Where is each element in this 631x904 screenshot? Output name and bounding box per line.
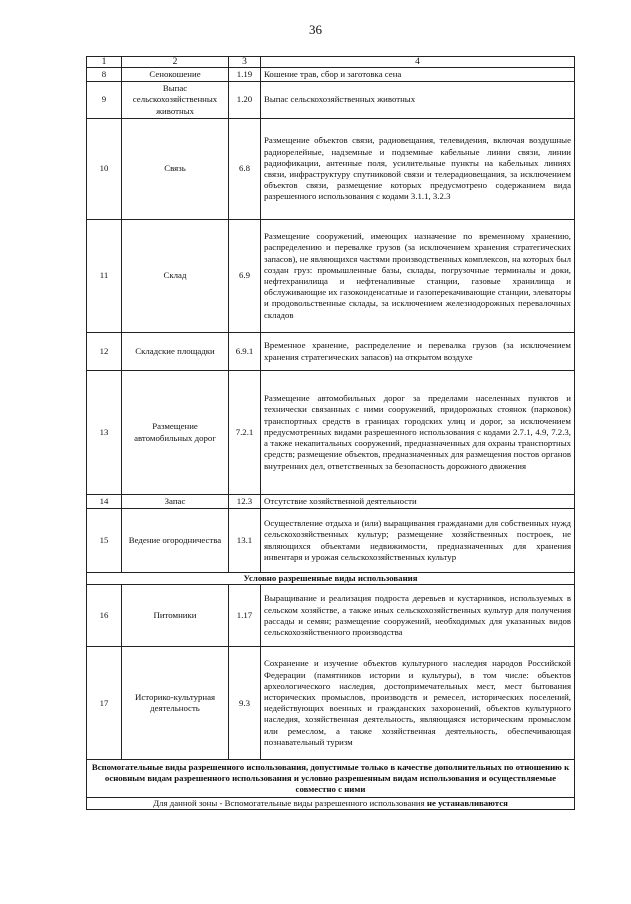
- table-row: [87, 333, 575, 371]
- use-name: Связь: [122, 119, 229, 220]
- use-description: Сохранение и изучение объектов культурного наследия народов Российской Федерации (памятников истории и культуры), в том числе: объектов археологического наследия, достопримечательных мест, мест бытования исторических промыслов, производств и ремесел, исторических поселений, недействующих военных и гражданских захоронений, объектов культурного наследия, хозяйственная деятельность, являющаяся историческим промыслом или ремеслом, а также хозяйственная деятельность, обеспечивающая познавательный туризм: [261, 647, 575, 760]
- use-code: 1.19: [229, 68, 261, 82]
- use-code: 6.9.1: [229, 333, 261, 371]
- use-code: 6.8: [229, 119, 261, 220]
- use-name: Запас: [122, 495, 229, 509]
- use-name: Выпас сельскохозяйственных животных: [122, 82, 229, 119]
- use-name: Историко-культурная деятельность: [122, 647, 229, 760]
- use-description: Осуществление отдыха и (или) выращивания гражданами для собственных нужд сельскохозяйственных культур; размещение хозяйственных построек, не являющихся объектами недвижимости, предназначенных для хранения инвентаря и урожая сельскохозяйственных культур: [261, 509, 575, 573]
- row-number: 9: [87, 82, 122, 119]
- row-number: 14: [87, 495, 122, 509]
- use-description: Кошение трав, сбор и заготовка сена: [261, 68, 575, 82]
- use-name: Складские площадки: [122, 333, 229, 371]
- aux-uses-note-emphasis: не устанавливаются: [426, 798, 508, 809]
- row-number: 8: [87, 68, 122, 82]
- use-description: Размещение объектов связи, радиовещания, телевидения, включая воздушные радиорелейные, надземные и подземные кабельные линии связи, линии радиофикации, антенные поля, усилительные пункты на кабельных линиях связи, инфраструктуру спутниковой связи и телерадиовещания, за исключением объектов связи, размещение которых предусмотрено содержанием вида разрешенного использования с кодами 3.1.1, 3.2.3: [261, 119, 575, 220]
- row-number: 12: [87, 333, 122, 371]
- row-number: 16: [87, 585, 122, 647]
- use-code: 7.2.1: [229, 371, 261, 495]
- use-description: Размещение автомобильных дорог за пределами населенных пунктов и технически связанных с ними сооружений, придорожных стоянок (парковок) транспортных средств в границах городских улиц и дорог, за исключением предусмотренных видами разрешенного использования с кодами 2.7.1, 4.9, 7.2.3, а также некапитальных сооружений, предназначенных для охраны транспортных средств; размещение объектов, предназначенных для размещения постов органов внутренних дел, ответственных за безопасность дорожного движения: [261, 371, 575, 495]
- aux-uses-note: [87, 798, 575, 810]
- table-row: [87, 509, 575, 573]
- use-name: Сенокошение: [122, 68, 229, 82]
- header-col-4: 4: [261, 57, 575, 68]
- page-number: 36: [309, 22, 322, 37]
- aux-uses-note-text: Для данной зоны - Вспомогательные виды разрешенного использования: [153, 798, 427, 809]
- header-col-1: 1: [87, 57, 122, 68]
- table-row: [87, 119, 575, 220]
- use-description: Отсутствие хозяйственной деятельности: [261, 495, 575, 509]
- use-code: 9.3: [229, 647, 261, 760]
- table-row: [87, 585, 575, 647]
- row-number: 10: [87, 119, 122, 220]
- use-code: 1.17: [229, 585, 261, 647]
- use-name: Питомники: [122, 585, 229, 647]
- use-code: 1.20: [229, 82, 261, 119]
- table-header-row: [87, 57, 575, 68]
- table-row: [87, 82, 575, 119]
- table-row: [87, 68, 575, 82]
- table-row: [87, 647, 575, 760]
- use-description: Временное хранение, распределение и перевалка грузов (за исключением хранения стратегических запасов) на открытом воздухе: [261, 333, 575, 371]
- land-use-table: [86, 56, 575, 810]
- table-row: [87, 371, 575, 495]
- use-code: 12.3: [229, 495, 261, 509]
- section-conditional-title: Условно разрешенные виды использования: [87, 573, 575, 585]
- header-col-3: 3: [229, 57, 261, 68]
- use-code: 13.1: [229, 509, 261, 573]
- use-name: Ведение огородничества: [122, 509, 229, 573]
- use-description: Выращивание и реализация подроста деревьев и кустарников, используемых в сельском хозяйстве, а также иных сельскохозяйственных культур для получения рассады и семян; размещение сооружений, необходимых для указанных видов сельскохозяйственного производства: [261, 585, 575, 647]
- aux-uses-title: Вспомогательные виды разрешенного использования, допустимые только в качестве дополнительных по отношению к основным видам разрешенного использования и условно разрешенным видам использования и осуществляемые совместно с ними: [87, 760, 575, 798]
- use-description: Выпас сельскохозяйственных животных: [261, 82, 575, 119]
- table-row: [87, 495, 575, 509]
- table-row: [87, 220, 575, 333]
- aux-row: [87, 760, 575, 798]
- use-name: Размещение автомобильных дорог: [122, 371, 229, 495]
- row-number: 13: [87, 371, 122, 495]
- section-row: [87, 573, 575, 585]
- use-code: 6.9: [229, 220, 261, 333]
- row-number: 17: [87, 647, 122, 760]
- row-number: 11: [87, 220, 122, 333]
- header-col-2: 2: [122, 57, 229, 68]
- row-number: 15: [87, 509, 122, 573]
- use-name: Склад: [122, 220, 229, 333]
- footer-row: [87, 798, 575, 810]
- use-description: Размещение сооружений, имеющих назначение по временному хранению, распределению и перевалке грузов (за исключением хранения стратегических запасов), не являющихся частями производственных комплексов, на которых был создан груз: промышленные базы, склады, погрузочные терминалы и доки, нефтехранилища и нефтеналивные станции, газовые хранилища и обслуживающие их газоконденсатные и газоперекачивающие станции, элеваторы и продовольственные склады, за исключением железнодорожных перевалочных складов: [261, 220, 575, 333]
